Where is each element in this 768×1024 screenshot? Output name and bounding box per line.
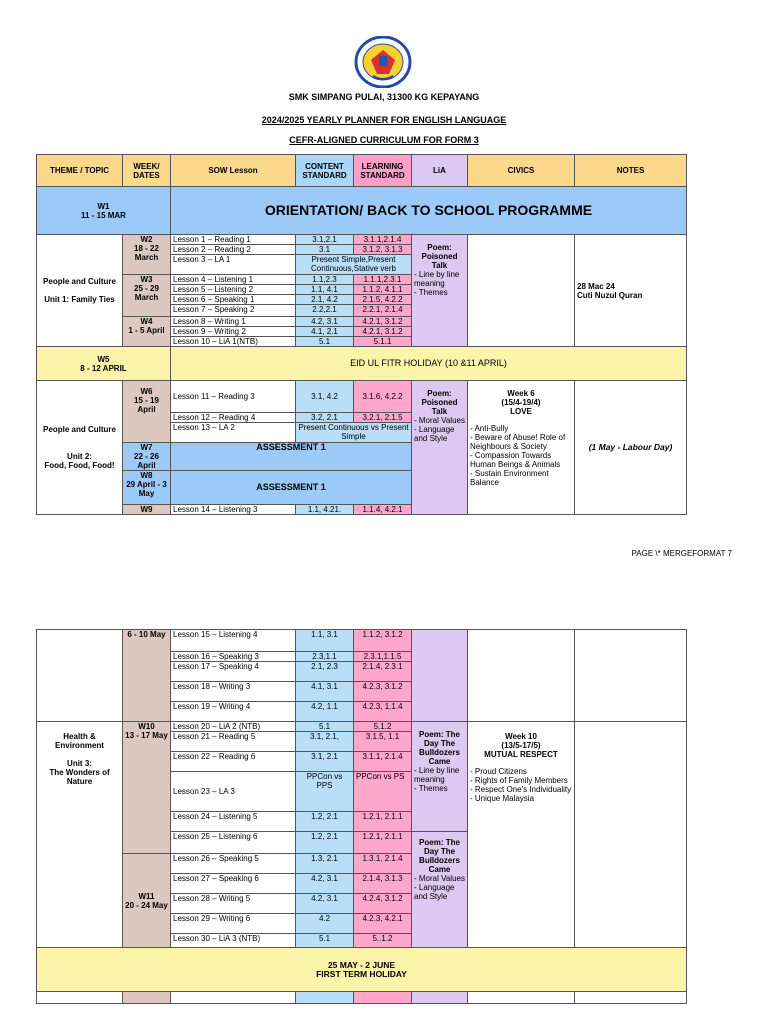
first-term-holiday: 25 MAY - 2 JUNE FIRST TERM HOLIDAY [37, 948, 687, 992]
content-standard-cell: 1.1, 4.1 [296, 285, 354, 295]
content-standard-cell: 1.1,2.3 [296, 275, 354, 285]
w1-orientation: ORIENTATION/ BACK TO SCHOOL PROGRAMME [171, 187, 687, 235]
col-content-standard: CONTENT STANDARD [296, 155, 354, 187]
lesson-row: Lesson 19 – Writing 4 [171, 702, 296, 722]
content-standard-cell: 4.2, 3.1 [296, 894, 354, 914]
content-standard-cell: 2.3,1.1 [296, 652, 354, 662]
learning-standard-cell: 3.1.5, 1.1 [354, 732, 412, 752]
week-w3: W3 25 - 29 March [123, 275, 171, 317]
content-standard-cell: 1.1, 3.1 [296, 630, 354, 652]
week-w11: W11 20 - 24 May [123, 854, 171, 948]
notes-unit2: (1 May - Labour Day) [575, 381, 687, 515]
content-standard-cell: 4.2, 3.1 [296, 874, 354, 894]
col-learning-standard: LEARNING STANDARD [354, 155, 412, 187]
learning-standard-cell: 2.1.4, 2.3.1 [354, 662, 412, 682]
theme-unit2-cont [37, 630, 123, 722]
notes-unit3 [575, 722, 687, 948]
lesson-row: Lesson 24 – Listening 5 [171, 812, 296, 832]
content-standard-cell: 4.2, 1.1 [296, 702, 354, 722]
theme-unit1: People and Culture Unit 1: Family Ties [37, 235, 123, 347]
notes-unit2-cont [575, 630, 687, 722]
learning-standard-cell: 5..1.2 [354, 934, 412, 948]
civics-body: - Proud Citizens - Rights of Family Members - Respect One's Individuality - Unique Malaysia [470, 767, 572, 803]
notes-unit1: 28 Mac 24 Cuti Nuzul Quran [575, 235, 687, 347]
col-week: WEEK/ DATES [123, 155, 171, 187]
planner-title: 2024/2025 YEARLY PLANNER FOR ENGLISH LANGUAGE [261, 115, 507, 125]
lia-title: Poem: The Day The Bulldozers Came [419, 838, 460, 874]
content-standard-cell: 1.2, 2.1 [296, 812, 354, 832]
content-standard-cell: 3.1, 4.2 [296, 381, 354, 413]
content-standard-cell: 5.1 [296, 337, 354, 347]
content-standard-cell: 3.1,2.1 [296, 235, 354, 245]
lia-body: - Line by line meaning - Themes [414, 270, 460, 297]
school-name: SMK SIMPANG PULAI, 31300 KG KEPAYANG [288, 92, 480, 102]
learning-standard-cell: 3.1.6, 4.2.2 [354, 381, 412, 413]
content-standard-cell: 2.1, 4.2 [296, 295, 354, 305]
lesson-row: Lesson 6 – Speaking 1 [171, 295, 296, 305]
lesson-row: Lesson 5 – Listening 2 [171, 285, 296, 295]
next-row-week [123, 992, 171, 1004]
lia-unit3-a [412, 722, 468, 832]
week-w9: W9 [123, 505, 171, 515]
lesson-row: Lesson 4 – Listening 1 [171, 275, 296, 285]
learning-standard-cell: 3.1.2, 3.1.3 [354, 245, 412, 255]
learning-standard-cell: 4.2.1, 3.1.2 [354, 327, 412, 337]
next-row-cs [296, 992, 354, 1004]
week-w6: W6 15 - 19 April [123, 381, 171, 443]
lesson-row: Lesson 23 – LA 3 [171, 772, 296, 812]
content-standard-cell: 4.1, 2.1 [296, 327, 354, 337]
col-lia: LiA [412, 155, 468, 187]
lesson-row: Lesson 16 – Speaking 3 [171, 652, 296, 662]
lesson-row: Lesson 11 – Reading 3 [171, 381, 296, 413]
planner-table-page1 [36, 154, 687, 515]
week-w2: W2 18 - 22 March [123, 235, 171, 275]
lesson-row: Lesson 29 – Writing 6 [171, 914, 296, 934]
next-row-lesson [171, 992, 296, 1004]
lesson-row: Lesson 26 – Speaking 5 [171, 854, 296, 874]
lesson-row: Lesson 18 – Writing 3 [171, 682, 296, 702]
lesson-row: Lesson 3 – LA 1 [171, 255, 296, 275]
week-w4: W4 1 - 5 April [123, 317, 171, 347]
lesson-row: Lesson 15 – Listening 4 [171, 630, 296, 652]
learning-standard-cell: 4.2.1, 3.1.2 [354, 317, 412, 327]
civics-unit1 [468, 235, 575, 347]
lesson-row: Lesson 8 – Writing 1 [171, 317, 296, 327]
civics-unit2-cont [468, 630, 575, 722]
lesson-row: Lesson 17 – Speaking 4 [171, 662, 296, 682]
week-w8: W8 29 April - 3 May [123, 471, 171, 505]
lesson-row: Lesson 2 – Reading 2 [171, 245, 296, 255]
next-row-theme [37, 992, 123, 1004]
learning-standard-cell: 3.1.1, 2.1.4 [354, 752, 412, 772]
civics-unit2 [468, 381, 575, 515]
content-standard-cell: 2.2,2.1 [296, 305, 354, 317]
col-civics: CIVICS [468, 155, 575, 187]
lia-body: - Moral Values - Language and Style [414, 416, 465, 443]
content-standard-cell: 1.1, 4.21. [296, 505, 354, 515]
content-standard-cell: 4.2 [296, 914, 354, 934]
week-w10: W10 13 - 17 May [123, 722, 171, 854]
week-w9-dates: 6 - 10 May [123, 630, 171, 722]
learning-standard-cell: 3.2.1, 2.1.5 [354, 413, 412, 423]
lia-body: - Moral Values - Language and Style [414, 874, 465, 901]
learning-standard-cell: 4.2.3, 3.1.2 [354, 682, 412, 702]
week-w7: W7 22 - 26 April [123, 443, 171, 471]
col-theme: THEME / TOPIC [37, 155, 123, 187]
content-standard-cell: 5.1 [296, 934, 354, 948]
civics-title: Week 6 (15/4-19/4) LOVE [501, 389, 541, 416]
learning-standard-cell: 1.3.1, 2.1.4 [354, 854, 412, 874]
lia-unit1 [412, 235, 468, 347]
learning-standard-cell: 1.1.2, 3.1.2 [354, 630, 412, 652]
lesson-row: Lesson 28 – Writing 5 [171, 894, 296, 914]
content-standard-cell: 3.1, 2.1 [296, 752, 354, 772]
lesson-row: Lesson 12 – Reading 4 [171, 413, 296, 423]
civics-body: - Anti-Bully - Beware of Abuse! Role of Neighbours & Society - Compassion Towards Human Beings & Animals - Sustain Environment Balance [470, 424, 566, 487]
lesson-row: Lesson 13 – LA 2 [171, 423, 296, 443]
content-standard-cell: 3.1, 2.1, [296, 732, 354, 752]
learning-standard-cell: 1.1.2, 4.1.1 [354, 285, 412, 295]
curriculum-title: CEFR-ALIGNED CURRICULUM FOR FORM 3 [289, 135, 479, 145]
content-standard-cell: 3.2, 2.1 [296, 413, 354, 423]
lesson-row: Lesson 25 – Listening 6 [171, 832, 296, 854]
learning-standard-cell: 2.1.4, 3.1.3 [354, 874, 412, 894]
learning-standard-cell: 1.1.4, 4.2.1 [354, 505, 412, 515]
w1-week: W1 11 - 15 MAR [37, 187, 171, 235]
content-standard-cell: 4.1, 3.1 [296, 682, 354, 702]
school-crest-logo [353, 36, 413, 88]
lia-unit3-b [412, 832, 468, 948]
lia-title: Poem: The Day The Bulldozers Came [419, 730, 460, 766]
content-standard-cell: Present Continuous vs Present Simple [296, 423, 412, 443]
assessment-w8: ASSESSMENT 1 [171, 471, 412, 505]
content-standard-cell: PPCon vs PPS [296, 772, 354, 812]
content-standard-cell: Present Simple,Present Continuous,Stative verb [296, 255, 412, 275]
learning-standard-cell: PPCon vs PS [354, 772, 412, 812]
next-row-ls [354, 992, 412, 1004]
learning-standard-cell: 1.2.1, 2.1.1 [354, 812, 412, 832]
content-standard-cell: 2.1, 2.3 [296, 662, 354, 682]
lesson-row: Lesson 1 – Reading 1 [171, 235, 296, 245]
civics-title: Week 10 (13/5-17/5) MUTUAL RESPECT [484, 732, 558, 759]
assessment-w7: ASSESSMENT 1 [171, 443, 412, 471]
learning-standard-cell: 2.1.5, 4.2.2 [354, 295, 412, 305]
next-row-notes [575, 992, 687, 1004]
page-footer: PAGE \* MERGEFORMAT 7 [631, 549, 732, 558]
learning-standard-cell: 5.1.2 [354, 722, 412, 732]
learning-standard-cell: 3.1.1,2.1.4 [354, 235, 412, 245]
lesson-row: Lesson 10 – LiA 1(NTB) [171, 337, 296, 347]
lia-unit2 [412, 381, 468, 515]
lia-body: - Line by line meaning - Themes [414, 766, 460, 793]
content-standard-cell: 5.1 [296, 722, 354, 732]
learning-standard-cell: 1.1.1,2.3.1 [354, 275, 412, 285]
lesson-row: Lesson 9 – Writing 2 [171, 327, 296, 337]
learning-standard-cell: 2.3.1,1.1.5 [354, 652, 412, 662]
col-sow: SOW Lesson [171, 155, 296, 187]
content-standard-cell: 1.3, 2.1 [296, 854, 354, 874]
next-row-civics [468, 992, 575, 1004]
lesson-row: Lesson 22 – Reading 6 [171, 752, 296, 772]
content-standard-cell: 1.2, 2.1 [296, 832, 354, 854]
next-row-lia [412, 992, 468, 1004]
theme-unit2: People and Culture Unit 2: Food, Food, Food! [37, 381, 123, 515]
lesson-row: Lesson 7 – Speaking 2 [171, 305, 296, 317]
content-standard-cell: 3.1 [296, 245, 354, 255]
lesson-row: Lesson 27 – Speaking 6 [171, 874, 296, 894]
w5-week: W5 8 - 12 APRIL [37, 347, 171, 381]
theme-unit3: Health & Environment Unit 3: The Wonders of Nature [37, 722, 123, 948]
civics-unit3 [468, 722, 575, 948]
lia-title: Poem: Poisoned Talk [421, 389, 458, 416]
learning-standard-cell: 4.2.3, 1.1.4 [354, 702, 412, 722]
lesson-row: Lesson 14 – Listening 3 [171, 505, 296, 515]
learning-standard-cell: 4.2.3, 4.2.1 [354, 914, 412, 934]
lia-title: Poem: Poisoned Talk [421, 243, 458, 270]
w5-holiday: EID UL FITR HOLIDAY (10 &11 APRIL) [171, 347, 687, 381]
learning-standard-cell: 4.2.4, 3.1.2 [354, 894, 412, 914]
lesson-row: Lesson 30 – LiA 3 (NTB) [171, 934, 296, 948]
learning-standard-cell: 2.2.1, 2.1.4 [354, 305, 412, 317]
lesson-row: Lesson 21 – Reading 5 [171, 732, 296, 752]
content-standard-cell: 4.2, 3.1 [296, 317, 354, 327]
planner-table-page2 [36, 629, 687, 1004]
col-notes: NOTES [575, 155, 687, 187]
lia-unit2-cont [412, 630, 468, 722]
learning-standard-cell: 1.2.1, 2.1.1 [354, 832, 412, 854]
lesson-row: Lesson 20 – LiA 2 (NTB) [171, 722, 296, 732]
learning-standard-cell: 5.1.1 [354, 337, 412, 347]
